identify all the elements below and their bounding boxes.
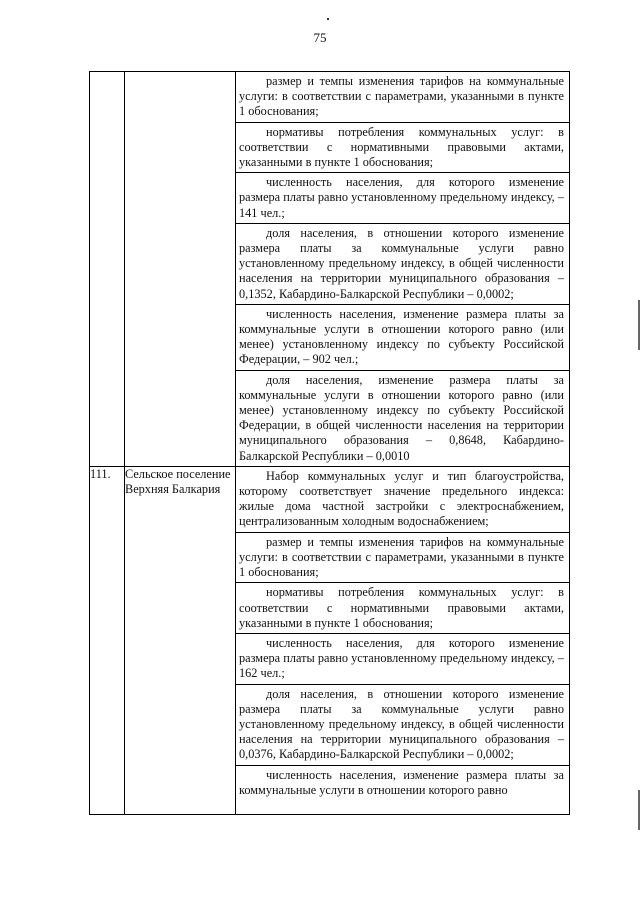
description-paragraph: численность населения, для которого изменение размера платы равно установленному предельному индексу, – 141 чел.; (236, 172, 569, 223)
description-paragraph: доля населения, в отношении которого изменение размера платы за коммунальные услуги равно установленному предельному индексу, в общей численности населения на территории муниципального образования – 0,1352, Кабардино-Балкарской Республики – 0,0002; (236, 223, 569, 304)
description-paragraph: Набор коммунальных услуг и тип благоустройства, которому соответствует значение предельного индекса: жилые дома частной застройки с электроснабжением, централизованным холодным водоснабжением; (239, 468, 564, 529)
scan-speck (327, 18, 329, 20)
description-paragraph: численность населения, изменение размера платы за коммунальные услуги в отношении которого равно (236, 765, 569, 800)
indicators-table (89, 71, 570, 815)
description-paragraph: нормативы потребления коммунальных услуг: в соответствии с нормативными правовыми актами, указанными в пункте 1 обоснования; (236, 122, 569, 173)
description-paragraph: нормативы потребления коммунальных услуг: в соответствии с нормативными правовыми актами, указанными в пункте 1 обоснования; (236, 582, 569, 633)
table-row (90, 466, 570, 814)
row-description (236, 72, 570, 467)
row-description (236, 466, 570, 814)
description-paragraph: размер и темпы изменения тарифов на коммунальные услуги: в соответствии с параметрами, указанными в пункте 1 обоснования; (236, 532, 569, 583)
description-paragraph: размер и темпы изменения тарифов на коммунальные услуги: в соответствии с параметрами, указанными в пункте 1 обоснования; (239, 74, 564, 119)
description-paragraph: доля населения, в отношении которого изменение размера платы за коммунальные услуги равно установленному предельному индексу, в общей численности населения на территории муниципального образования – 0,0376, Кабардино-Балкарской Республики – 0,0002; (236, 684, 569, 765)
description-paragraph: численность населения, изменение размера платы за коммунальные услуги в отношении которого равно (или менее) установленному индексу по субъекту Российской Федерации, – 902 чел.; (236, 304, 569, 370)
description-paragraph: доля населения, изменение размера платы за коммунальные услуги в отношении которого равно (или менее) установленному индексу по субъекту Российской Федерации, в общей численности населения на территории муниципального образования – 0,8648, Кабардино-Балкарской Республики – 0,0010 (236, 370, 569, 466)
page-number: 75 (313, 30, 327, 45)
municipality-name (125, 72, 236, 467)
table-row (90, 72, 570, 467)
municipality-name: Сельское поселение Верхняя Балкария (125, 466, 236, 814)
row-number (90, 72, 125, 467)
row-number: 111. (90, 466, 125, 814)
description-paragraph: численность населения, для которого изменение размера платы равно установленному предельному индексу, – 162 чел.; (236, 633, 569, 684)
